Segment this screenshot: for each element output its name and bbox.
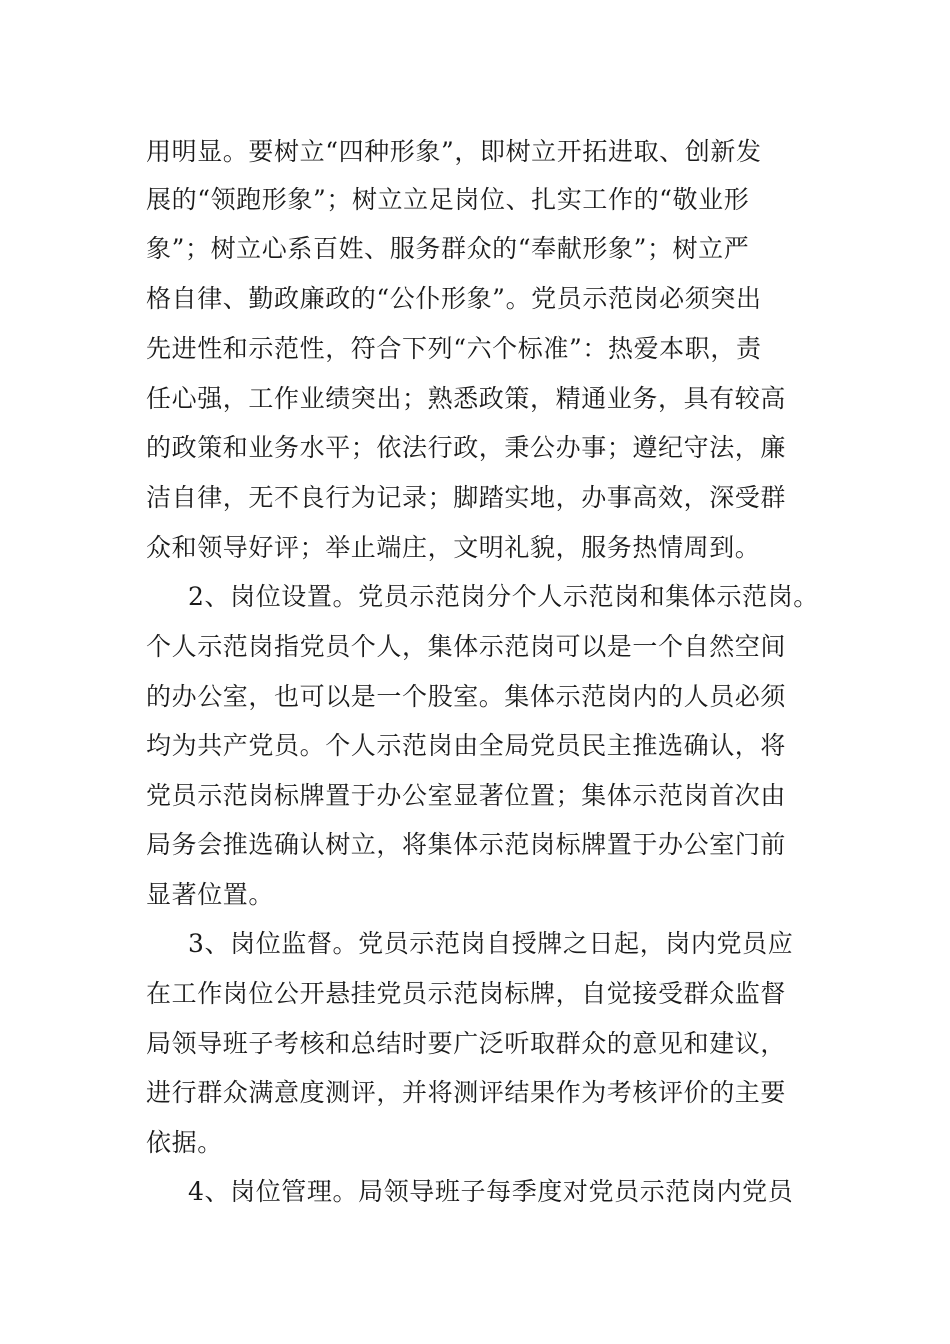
text-line: 局领导班子考核和总结时要广泛听取群众的意见和建议， [146,1029,787,1058]
paragraph-start-line: 2、岗位设置。党员示范岗分个人示范岗和集体示范岗。 [188,582,819,611]
text-line: 均为共产党员。个人示范岗由全局党员民主推选确认，将 [146,731,787,760]
text-line: 众和领导好评；举止端庄，文明礼貌，服务热情周到。 [146,533,761,562]
text-line: 象”；树立心系百姓、服务群众的“奉献形象”；树立严 [146,234,750,263]
text-line: 任心强，工作业绩突出；熟悉政策，精通业务，具有较高 [146,384,787,413]
text-line: 展的“领跑形象”；树立立足岗位、扎实工作的“敬业形 [146,185,750,214]
text-line: 先进性和示范性，符合下列“六个标准”：热爱本职，责 [146,334,762,363]
paragraph-start-line: 3、岗位监督。党员示范岗自授牌之日起，岗内党员应 [188,929,794,958]
paragraph-start-line: 4、岗位管理。局领导班子每季度对党员示范岗内党员 [188,1177,794,1206]
text-line: 在工作岗位公开悬挂党员示范岗标牌，自觉接受群众监督 [146,979,787,1008]
text-line: 用明显。要树立“四种形象”，即树立开拓进取、创新发 [146,137,762,166]
text-line: 局务会推选确认树立，将集体示范岗标牌置于办公室门前 [146,830,787,859]
text-line: 依据。 [146,1128,223,1157]
text-line: 洁自律，无不良行为记录；脚踏实地，办事高效，深受群 [146,483,787,512]
text-line: 进行群众满意度测评，并将测评结果作为考核评价的主要 [146,1078,787,1107]
text-line: 的办公室，也可以是一个股室。集体示范岗内的人员必须 [146,682,787,711]
text-line: 显著位置。 [146,880,275,909]
text-line: 党员示范岗标牌置于办公室显著位置；集体示范岗首次由 [146,781,787,810]
text-line: 个人示范岗指党员个人，集体示范岗可以是一个自然空间 [146,632,787,661]
text-line: 格自律、勤政廉政的“公仆形象”。党员示范岗必须突出 [146,284,762,313]
text-line: 的政策和业务水平；依法行政，秉公办事；遵纪守法，廉 [146,433,787,462]
